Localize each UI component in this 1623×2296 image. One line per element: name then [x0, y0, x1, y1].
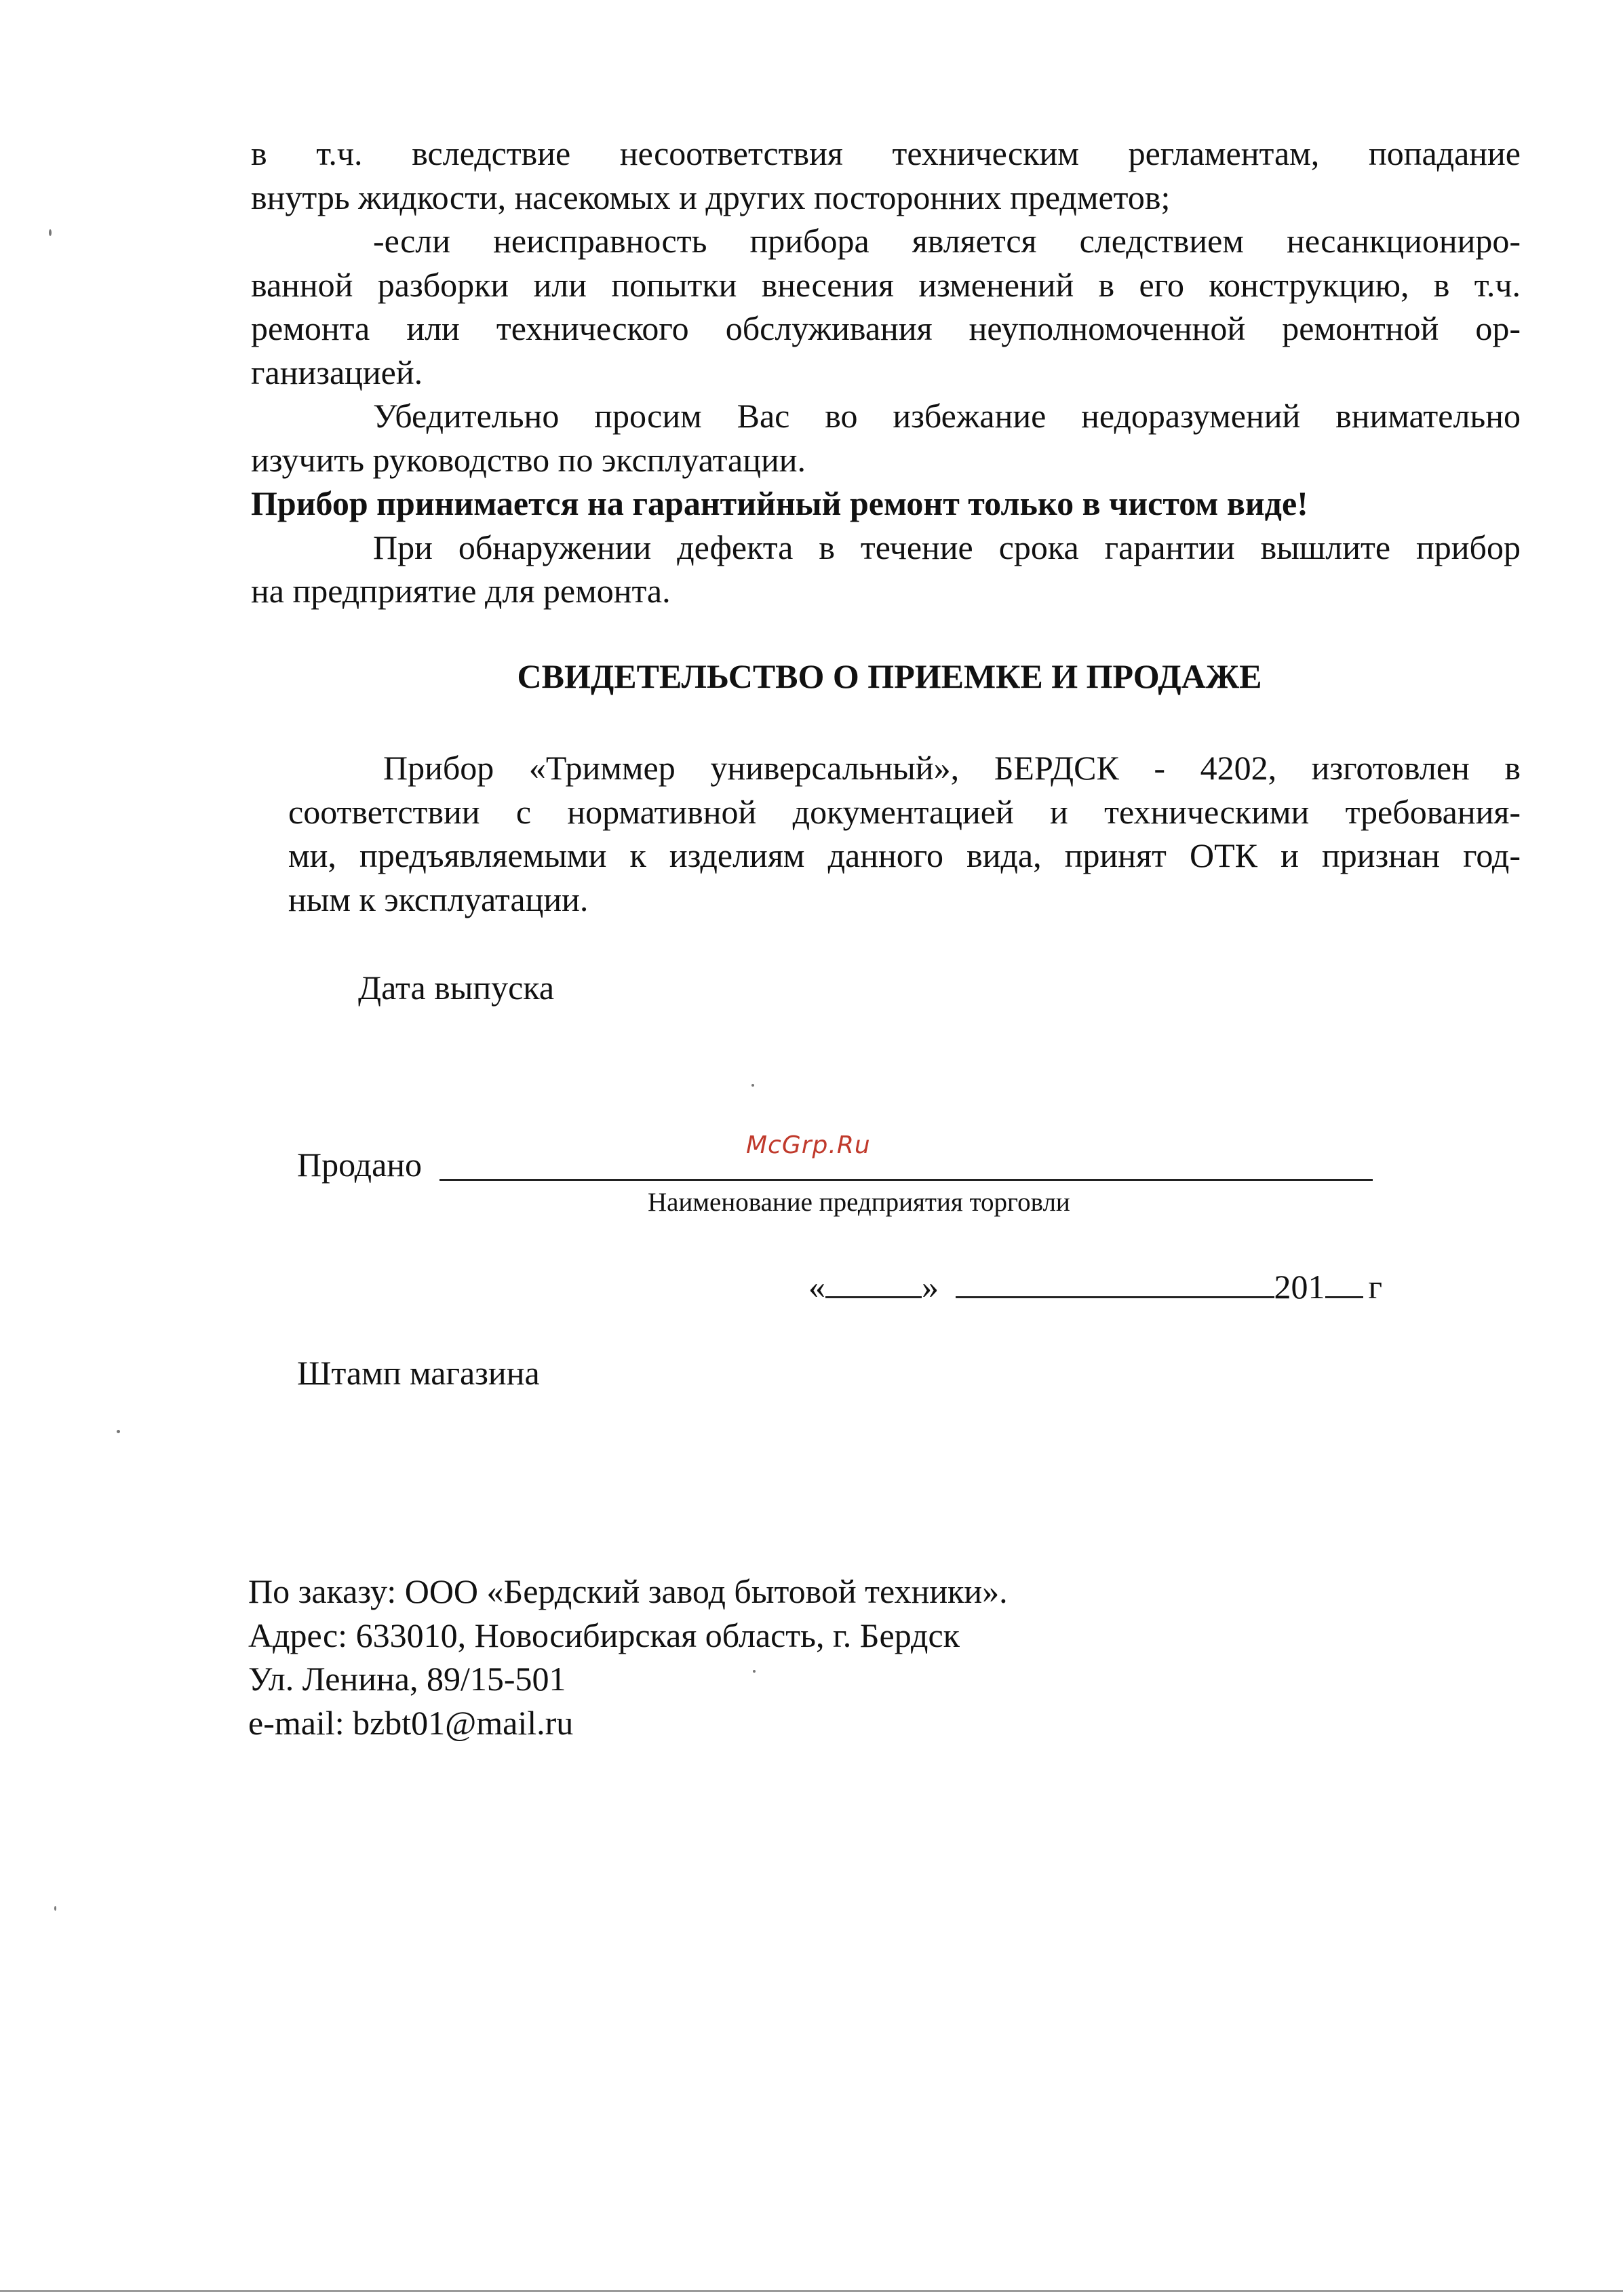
sold-label: Продано: [297, 1146, 423, 1184]
clean-condition-notice: Прибор принимается на гарантийный ремонт только в чистом виде!: [251, 484, 1308, 522]
page-bottom-edge: [0, 2290, 1623, 2292]
date-open-quote: «: [808, 1268, 825, 1306]
sale-date-row: [808, 1265, 1382, 1309]
warranty-line: ганизацией.: [251, 353, 423, 391]
warranty-line: ванной разборки или попытки внесения изменений в его конструкцию, в т.ч.: [251, 265, 1521, 304]
warranty-line: в т.ч. вследствие несоответствия техническим регламентам, попадание: [251, 134, 1521, 172]
order-line: Ул. Ленина, 89/15-501: [248, 1660, 566, 1698]
year-suffix: г: [1368, 1268, 1383, 1306]
warranty-line: внутрь жидкости, насекомых и других посторонних предметов;: [251, 178, 1171, 216]
order-line: По заказу: ООО «Бердский завод бытовой техники».: [248, 1572, 1008, 1610]
certificate-body: [288, 746, 1521, 921]
scan-speck: [753, 1670, 756, 1673]
warranty-conditions: [251, 132, 1521, 613]
certificate-line: Прибор «Триммер универсальный», БЕРДСК - 4202, изготовлен в: [383, 749, 1521, 787]
warranty-line: -если неисправность прибора является следствием несанкциониро-: [373, 222, 1521, 260]
shop-stamp-label: Штамп магазина: [297, 1354, 540, 1392]
order-line: Адрес: 633010, Новосибирская область, г. Бердск: [248, 1616, 960, 1654]
scan-speck: [751, 1084, 754, 1087]
year-prefix: 201: [1274, 1268, 1325, 1306]
watermark-logo: McGrp.Ru: [746, 1131, 871, 1159]
month-blank[interactable]: [956, 1265, 1274, 1298]
scan-speck: [54, 1906, 56, 1911]
defect-line: При обнаружении дефекта в течение срока гарантии вышлите прибор: [373, 528, 1521, 566]
certificate-heading: СВИДЕТЕЛЬСТВО О ПРИЕМКЕ И ПРОДАЖЕ: [517, 657, 1262, 695]
release-date-label: Дата выпуска: [358, 969, 555, 1007]
day-blank[interactable]: [825, 1265, 922, 1298]
date-close-quote: »: [922, 1268, 939, 1306]
certificate-line: соответствии с нормативной документацией и техническими требования-: [288, 792, 1521, 831]
warranty-line: ремонта или технического обслуживания неуполномоченной ремонтной ор-: [251, 309, 1521, 347]
warranty-line: изучить руководство по эксплуатации.: [251, 440, 806, 479]
year-blank[interactable]: [1325, 1265, 1363, 1298]
order-email[interactable]: e-mail: bzbt01@mail.ru: [248, 1703, 574, 1742]
scan-speck: [49, 229, 52, 236]
scan-speck: [117, 1430, 120, 1433]
sold-row: [297, 1143, 422, 1187]
certificate-line: ным к эксплуатации.: [288, 880, 589, 918]
defect-line: на предприятие для ремонта.: [251, 572, 671, 610]
sold-signature-line[interactable]: [439, 1179, 1373, 1181]
certificate-line: ми, предъявляемыми к изделиям данного вида, принят ОТК и признан год-: [288, 836, 1521, 874]
order-info: [248, 1570, 1008, 1745]
trade-enterprise-caption: Наименование предприятия торговли: [648, 1188, 1070, 1217]
warranty-line: Убедительно просим Вас во избежание недоразумений внимательно: [373, 397, 1521, 435]
